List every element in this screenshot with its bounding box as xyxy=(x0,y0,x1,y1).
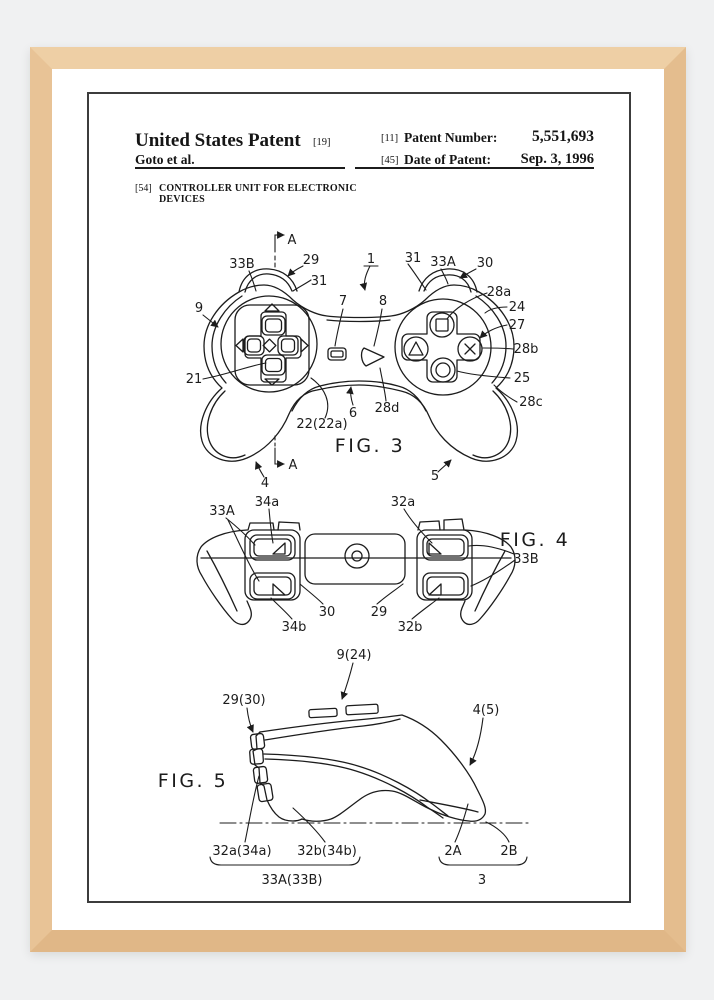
fig5-label-3: 3 xyxy=(477,873,487,888)
fig4-label-33A: 33A xyxy=(209,504,235,519)
fig4-label-34a: 34a xyxy=(254,495,280,510)
fig3-label-28a: 28a xyxy=(486,285,512,300)
patent-title-bracket: [19] xyxy=(313,137,331,148)
fig3-label-25: 25 xyxy=(513,371,531,386)
patent-number-value: 5,551,693 xyxy=(532,128,594,145)
fig3-label-A-bottom: A xyxy=(288,458,298,473)
matte xyxy=(52,69,664,930)
patent-date-value: Sep. 3, 1996 xyxy=(520,151,594,167)
x-button-glyph xyxy=(465,344,475,354)
fig5-label-29-30: 29(30) xyxy=(222,693,266,708)
picture-frame xyxy=(30,47,686,952)
fig3-label-21: 21 xyxy=(185,372,203,387)
patent-title: United States Patent xyxy=(135,130,301,151)
patent-authors: Goto et al. xyxy=(135,152,195,167)
patent-date-bracket: [45] xyxy=(381,155,399,166)
claim-title-line2: DEVICES xyxy=(159,194,205,205)
fig3-caption: FIG. 3 xyxy=(334,435,406,457)
fig3-label-6: 6 xyxy=(348,406,358,421)
fig4-label-32a: 32a xyxy=(390,495,416,510)
fig3-label-30: 30 xyxy=(476,256,494,271)
fig3-label-31-left: 31 xyxy=(310,274,328,289)
triangle-button-glyph xyxy=(409,342,423,355)
fig5-label-32a-34a: 32a(34a) xyxy=(212,844,272,859)
patent-number-label: Patent Number: xyxy=(404,130,498,145)
fig5-label-2B: 2B xyxy=(500,844,518,859)
fig4-labels xyxy=(209,495,570,635)
fig3-label-4: 4 xyxy=(260,476,270,491)
fig4-label-33B: 33B xyxy=(513,552,539,567)
l1-button-glyph xyxy=(273,543,285,554)
r2-button-glyph xyxy=(429,584,441,595)
fig4-drawing xyxy=(197,509,515,624)
square-button-glyph xyxy=(436,319,448,331)
fig5-label-32b-34b: 32b(34b) xyxy=(297,844,357,859)
fig3-label-9: 9 xyxy=(194,301,204,316)
fig3-label-A-top: A xyxy=(287,233,297,248)
fig3-label-28c: 28c xyxy=(519,395,543,410)
fig3-label-7: 7 xyxy=(338,294,348,309)
fig4-caption: FIG. 4 xyxy=(499,529,571,551)
fig4-label-34b: 34b xyxy=(281,620,307,635)
fig4-label-32b: 32b xyxy=(397,620,423,635)
fig3-label-8: 8 xyxy=(378,294,388,309)
fig3-label-28b: 28b xyxy=(513,342,539,357)
patent-drawings xyxy=(89,94,629,901)
section-arrow-bottom xyxy=(275,448,284,464)
fig5-label-9-24: 9(24) xyxy=(336,648,372,663)
fig5-labels xyxy=(158,648,518,888)
fig3-label-22: 22(22a) xyxy=(296,417,348,432)
fig5-label-2A: 2A xyxy=(444,844,462,859)
claim-title-line1: CONTROLLER UNIT FOR ELECTRONIC xyxy=(159,183,357,194)
fig4-label-29: 29 xyxy=(370,605,388,620)
patent-page xyxy=(87,92,631,903)
fig3-labels xyxy=(186,233,543,491)
patent-date-label: Date of Patent: xyxy=(404,152,491,167)
l2-button-glyph xyxy=(273,584,285,595)
patent-number-bracket: [11] xyxy=(381,133,399,144)
fig3-label-27: 27 xyxy=(508,318,526,333)
fig3-label-5: 5 xyxy=(430,469,440,484)
fig3-label-28d: 28d xyxy=(374,401,400,416)
fig5-label-4-5: 4(5) xyxy=(472,703,500,718)
fig3-label-33A: 33A xyxy=(430,255,456,270)
fig5-label-33A-33B: 33A(33B) xyxy=(261,873,323,888)
fig3-label-33B: 33B xyxy=(229,257,255,272)
fig4-label-30: 30 xyxy=(318,605,336,620)
claim-bracket: [54] xyxy=(135,183,152,194)
fig3-label-29: 29 xyxy=(302,253,320,268)
section-arrow-top xyxy=(275,235,284,252)
fig3-label-1: 1 xyxy=(366,252,376,267)
fig3-label-31-right: 31 xyxy=(404,251,422,266)
fig3-label-24: 24 xyxy=(508,300,526,315)
fig5-caption: FIG. 5 xyxy=(157,770,229,792)
r1-button-glyph xyxy=(429,543,441,554)
